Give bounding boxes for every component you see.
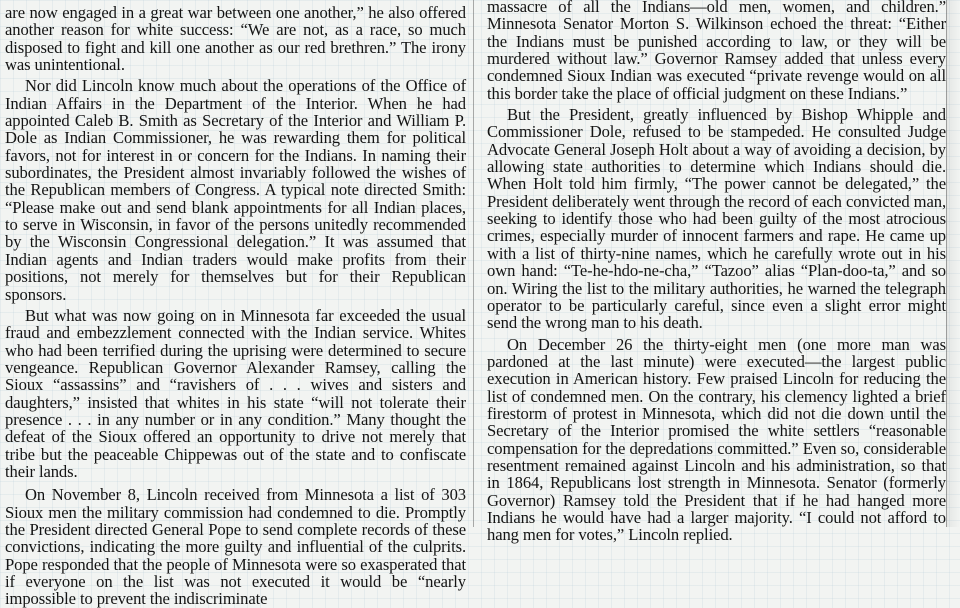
paragraph-right-3: On December 26 the thirty-eight men (one more man was pardoned at the last minute) were executed—the largest public execution in American history. Few praised Lincoln for reducing the list of condemned men. On the contrary, his clemency lighted a brief firestorm of protest in Minnesota, which did not die down until the Secretary of the Interior promised the white settlers “reasonable compensation for the depredations committed.” Even so, considerable resentment remained against Lincoln and his administration, so that in 1864, Republicans lost strength in Minnesota. Senator (formerly Governor) Ramsey told the President that if he had hanged more Indians he would have had a larger majority. “I could not afford to hang men for votes,” Lincoln replied.	[487, 334, 946, 545]
left-column	[5, 4, 466, 608]
paragraph-left-1: are now engaged in a great war between one another,” he also offered another reason for white success: “We are not, as a race, so much disposed to fight and kill one another as our red brethren.” The irony was unintentional.	[5, 3, 466, 75]
paragraph-left-2: Nor did Lincoln know much about the operations of the Office of Indian Affairs in the Department of the Interior. When he had appointed Caleb B. Smith as Secretary of the Interior and William P. Dole as Indian Commissioner, he was rewarding them for political favors, not for interest in or concern for the Indians. In naming their subordinates, the President almost invariably followed the wishes of the Republican members of Congress. A typical note directed Smith: “Please make out and send blank appointments for all Indian places, to serve in Wisconsin, in favor of the persons unitedly recommended by the Wisconsin Congressional delegation.” It was assumed that Indian agents and Indian traders would make profits from their positions, not merely for themselves but for their Republican sponsors.	[5, 76, 466, 304]
paragraph-left-3: But what was now going on in Minnesota far exceeded the usual fraud and embezzlement connected with the Indian service. Whites who had been terrified during the uprising were determined to secure vengeance. Republican Governor Alexander Ramsey, calling the Sioux “assassins” and “ravishers of . . . wives and sisters and daughters,” insisted that whites in his state “will not tolerate their presence . . . in any number or in any condition.” Many thought the defeat of the Sioux offered an opportunity to drive not merely that tribe but the peaceable Chippewas out of the state and to confiscate their lands.	[5, 305, 466, 481]
scan-shadow	[947, 0, 960, 527]
paragraph-right-1: massacre of all the Indians—old men, women, and children.” Minnesota Senator Morton S. Wilkinson echoed the threat: “Either the Indians must be punished according to law, or they will be murdered without law.” Governor Ramsey added that unless every condemned Sioux Indian was executed “private revenge would on all this border take the place of official judgment on these Indians.”	[487, 0, 946, 103]
column-divider	[473, 0, 474, 527]
paragraph-left-4: On November 8, Lincoln received from Minnesota a list of 303 Sioux men the military commission had condemned to die. Promptly the President directed General Pope to send complete records of these convictions, indicating the more guilty and influential of the culprits. Pope responded that the people of Minnesota were so exasperated that if everyone on the list was not executed it would be “nearly impossible to prevent the indiscriminate	[5, 485, 466, 608]
right-column	[487, 0, 946, 544]
paragraph-right-2: But the President, greatly influenced by Bishop Whipple and Commissioner Dole, refused to be stampeded. He consulted Judge Advocate General Joseph Holt about a way of avoiding a decision, by allowing state authorities to determine which Indians should die. When Holt told him firmly, “The power cannot be delegated,” the President deliberately went through the record of each convicted man, seeking to identify those who had been guilty of the most atrocious crimes, especially murder of innocent farmers and rape. He came up with a list of thirty-nine names, which he carefully wrote out in his own hand: “Te-he-hdo-ne-cha,” “Tazoo” alias “Plan-doo-ta,” and so on. Wiring the list to the military authorities, he warned the telegraph operator to be particularly careful, since even a slight error might send the wrong man to his death.	[487, 105, 946, 333]
